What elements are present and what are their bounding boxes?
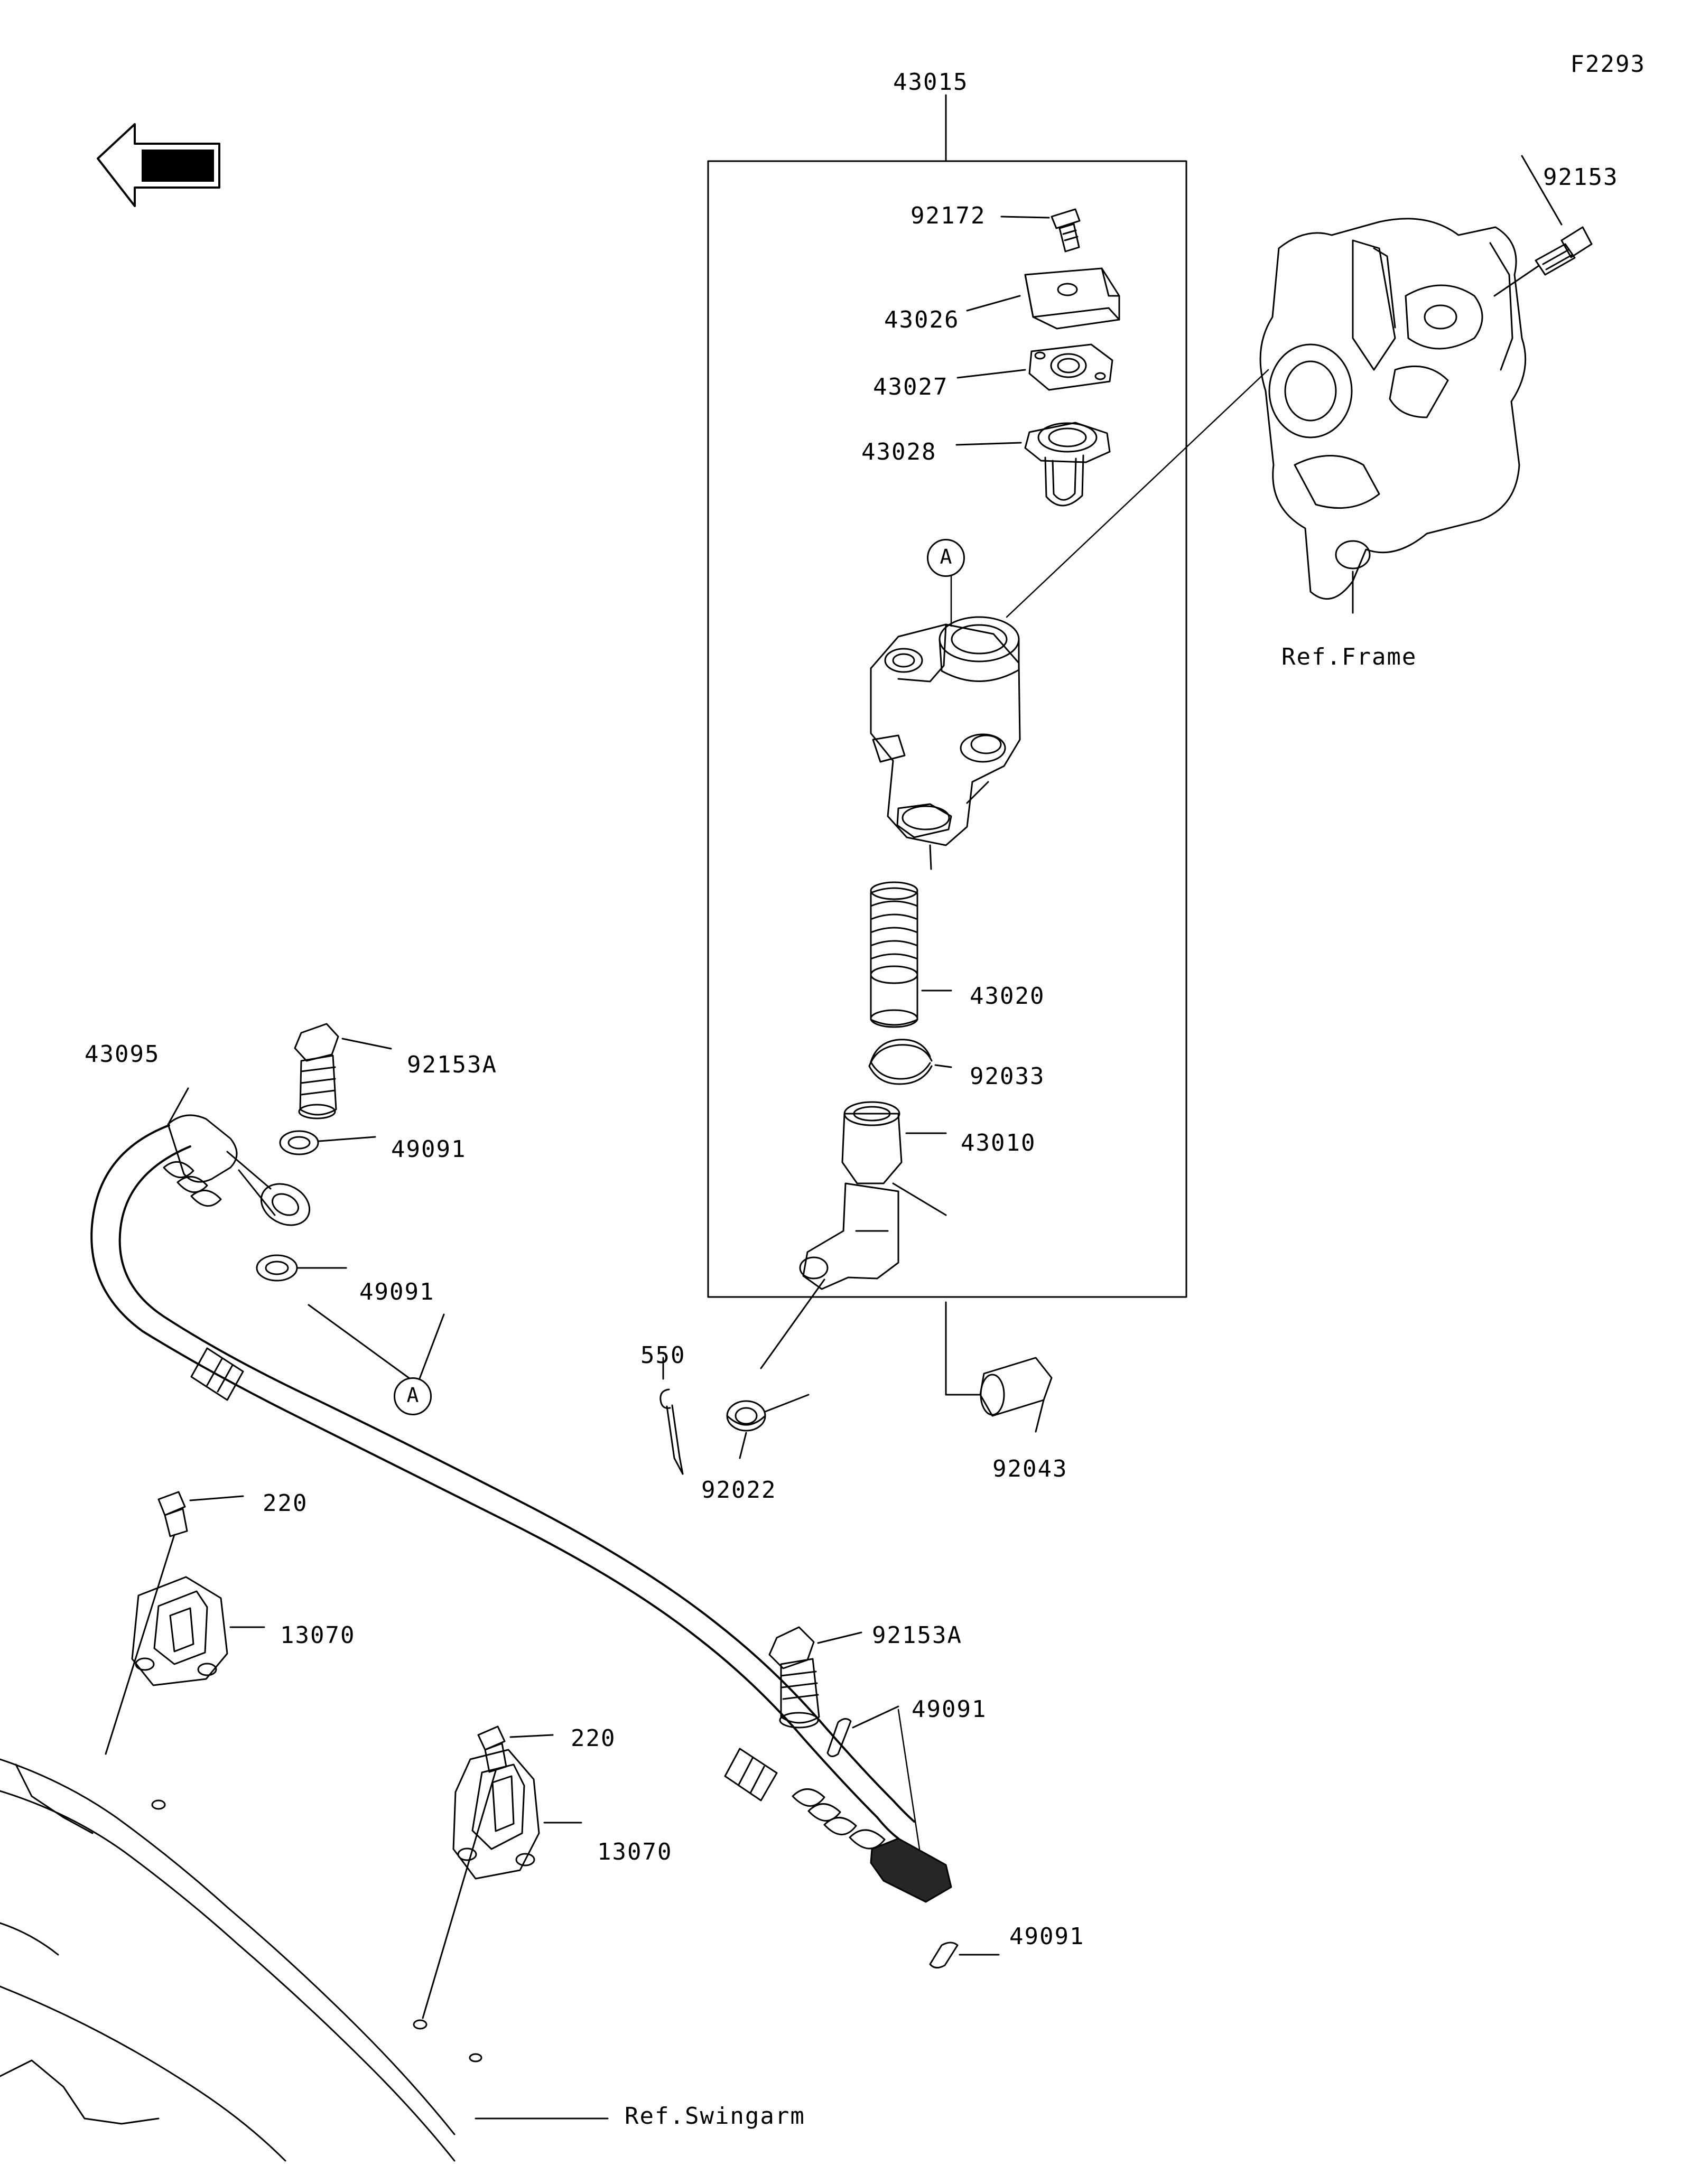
callout-43010: 43010: [961, 1130, 1036, 1156]
callout-49091-upper-1: 49091: [391, 1136, 467, 1163]
ref-circle-a-bottom: A: [394, 1377, 432, 1415]
callout-92153A-lower: 92153A: [872, 1622, 962, 1649]
callout-13070-2: 13070: [597, 1838, 673, 1865]
ref-circle-a-top: A: [927, 539, 965, 577]
part-49091-washer-upper-2: [257, 1255, 346, 1281]
part-49091-washer-lower-2: [930, 1943, 999, 1968]
callout-ref-frame: Ref.Frame: [1281, 643, 1417, 670]
part-550-cotter-pin: [661, 1358, 683, 1474]
part-92033-circlip: [869, 1040, 951, 1084]
front-arrow-icon: [98, 124, 219, 206]
sheet-code: F2293: [1570, 51, 1646, 78]
part-220-bolt-1: [159, 1492, 243, 1536]
part-43015-master-cylinder-body: [871, 617, 1020, 869]
callout-ref-swingarm: Ref.Swingarm: [625, 2103, 805, 2130]
callout-220-2: 220: [571, 1725, 616, 1752]
callout-13070-1: 13070: [280, 1622, 356, 1649]
callout-43026: 43026: [884, 306, 960, 333]
callout-43028: 43028: [861, 438, 937, 465]
part-92153A-fitting-upper: [295, 1024, 391, 1118]
part-13070-clamp-1: [106, 1535, 264, 1754]
part-49091-washer-upper-1: [280, 1131, 375, 1154]
callout-49091-upper-2: 49091: [359, 1278, 435, 1305]
ref-frame-bracket: [1260, 219, 1526, 613]
part-49091-washer-lower-1: [828, 1706, 898, 1757]
callout-92043: 92043: [992, 1455, 1068, 1482]
callout-43027: 43027: [873, 374, 949, 400]
callout-92172: 92172: [910, 202, 986, 229]
ref-swingarm: [0, 1759, 608, 2161]
callout-49091-lower-1: 49091: [912, 1696, 987, 1723]
callout-43095: 43095: [85, 1041, 160, 1068]
callout-49091-lower-2: 49091: [1009, 1923, 1085, 1950]
part-43026-cap: [967, 268, 1119, 329]
callout-92153A-upper: 92153A: [407, 1051, 497, 1078]
part-43020-piston: [868, 882, 951, 1027]
group-box-43015: [708, 95, 1186, 1297]
part-92153A-fitting-lower: [769, 1627, 861, 1728]
part-13070-clamp-2: [423, 1750, 581, 2018]
callout-92153: 92153: [1543, 164, 1619, 191]
part-92043-pin: [946, 1302, 1052, 1432]
callout-220-1: 220: [263, 1490, 308, 1517]
callout-550: 550: [640, 1342, 686, 1369]
part-92172-bolt: [1001, 209, 1080, 251]
part-43027-diaphragm: [958, 344, 1112, 390]
part-220-bolt-2: [478, 1726, 553, 1772]
part-92022-washer: [727, 1395, 809, 1458]
callout-92033: 92033: [970, 1063, 1045, 1090]
callout-43015: 43015: [893, 69, 969, 96]
part-43010-cylinder: [761, 1102, 946, 1368]
ref-a-bottom-leaders: [309, 1305, 444, 1384]
callout-43020: 43020: [970, 983, 1045, 1010]
part-43028-reservoir: [956, 423, 1110, 506]
callout-92022: 92022: [701, 1477, 777, 1504]
